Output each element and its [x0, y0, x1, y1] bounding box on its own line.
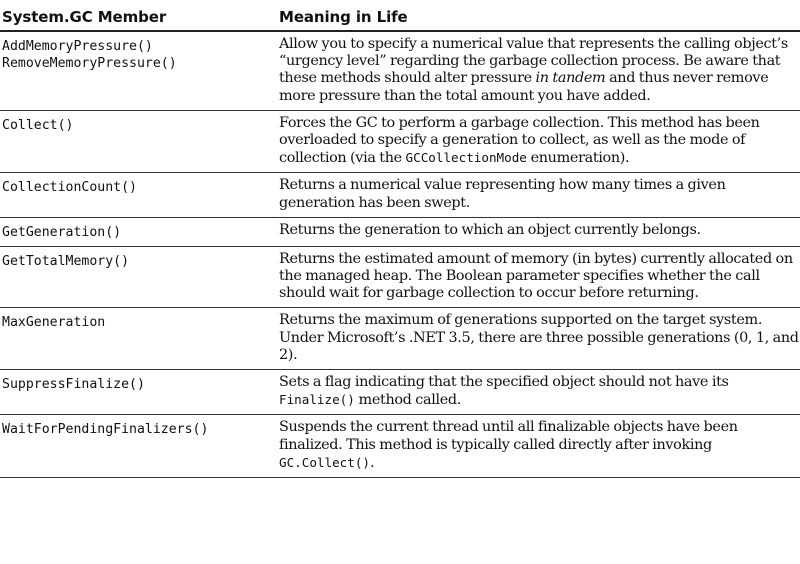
member-name: WaitForPendingFinalizers()	[2, 422, 209, 438]
meaning-text: .	[370, 454, 375, 471]
meaning-cell	[279, 177, 800, 211]
member-cell	[0, 419, 279, 472]
table-row	[0, 218, 800, 247]
table-row	[0, 111, 800, 174]
meaning-text: Sets a flag indicating that the specified object should not have its	[279, 374, 729, 391]
member-cell	[0, 222, 279, 241]
meaning-text: Forces the GC to perform a garbage collection. This method has been overloaded to specify a generation to collect, as well as the mode of collection (via the	[279, 114, 760, 167]
meaning-text: Returns the generation to which an object currently belongs.	[279, 221, 701, 238]
member-cell	[0, 36, 279, 105]
header-member-cell	[0, 8, 279, 27]
member-name: Collect()	[2, 117, 74, 133]
table-row	[0, 32, 800, 111]
member-cell	[0, 374, 279, 409]
meaning-code: Finalize()	[279, 392, 355, 408]
header-member: System.GC Member	[2, 8, 167, 26]
meaning-text: enumeration).	[526, 150, 630, 167]
meaning-text: Returns the estimated amount of memory (in bytes) currently allocated on the managed heap. The Boolean parameter specifies whether the call should wait for garbage collection to occur before returning.	[279, 250, 793, 302]
meaning-emphasis: in tandem	[535, 70, 606, 87]
member-cell	[0, 177, 279, 211]
member-name: GetGeneration()	[2, 224, 122, 240]
meaning-text: Returns the maximum of generations supported on the target system. Under Microsoft’s .NET 3.5, there are three possible generations (0, 1, and 2).	[279, 312, 799, 363]
member-name: CollectionCount()	[2, 180, 137, 196]
table-row	[0, 370, 800, 415]
meaning-text: Allow you to specify a numerical value that represents the calling object’s “urgency level” regarding the garbage collection process. Be aware that these methods should alter pressure	[279, 36, 788, 87]
meaning-cell	[279, 222, 800, 241]
meaning-cell	[279, 115, 800, 168]
meaning-cell	[279, 419, 800, 472]
member-cell	[0, 251, 279, 303]
table-row	[0, 247, 800, 309]
header-meaning-cell	[279, 8, 800, 27]
member-name: AddMemoryPressure()	[2, 39, 153, 54]
table-row	[0, 415, 800, 478]
member-name: RemoveMemoryPressure()	[2, 56, 177, 71]
meaning-text: method called.	[354, 392, 461, 409]
member-name: MaxGeneration	[2, 315, 106, 331]
table-row	[0, 308, 800, 370]
table-row	[0, 173, 800, 217]
member-cell	[0, 115, 279, 168]
meaning-text: Suspends the current thread until all finalizable objects have been finalized. This method is typically called directly after invoking	[279, 419, 738, 453]
meaning-code: GC.Collect()	[279, 454, 370, 470]
table-header	[0, 4, 800, 32]
meaning-cell	[279, 374, 800, 409]
meaning-cell	[279, 251, 800, 303]
meaning-text: and thus never remove more pressure than the total amount you have added.	[279, 70, 769, 104]
meaning-text: Returns a numerical value representing how many times a given generation has been swept.	[279, 177, 726, 211]
meaning-cell	[279, 312, 800, 364]
meaning-code: GCCollectionMode	[405, 150, 527, 166]
gc-members-table	[0, 4, 800, 478]
meaning-cell	[279, 36, 800, 105]
member-name: SuppressFinalize()	[2, 377, 145, 393]
header-meaning: Meaning in Life	[279, 8, 408, 26]
member-cell	[0, 312, 279, 364]
member-name: GetTotalMemory()	[2, 253, 130, 269]
